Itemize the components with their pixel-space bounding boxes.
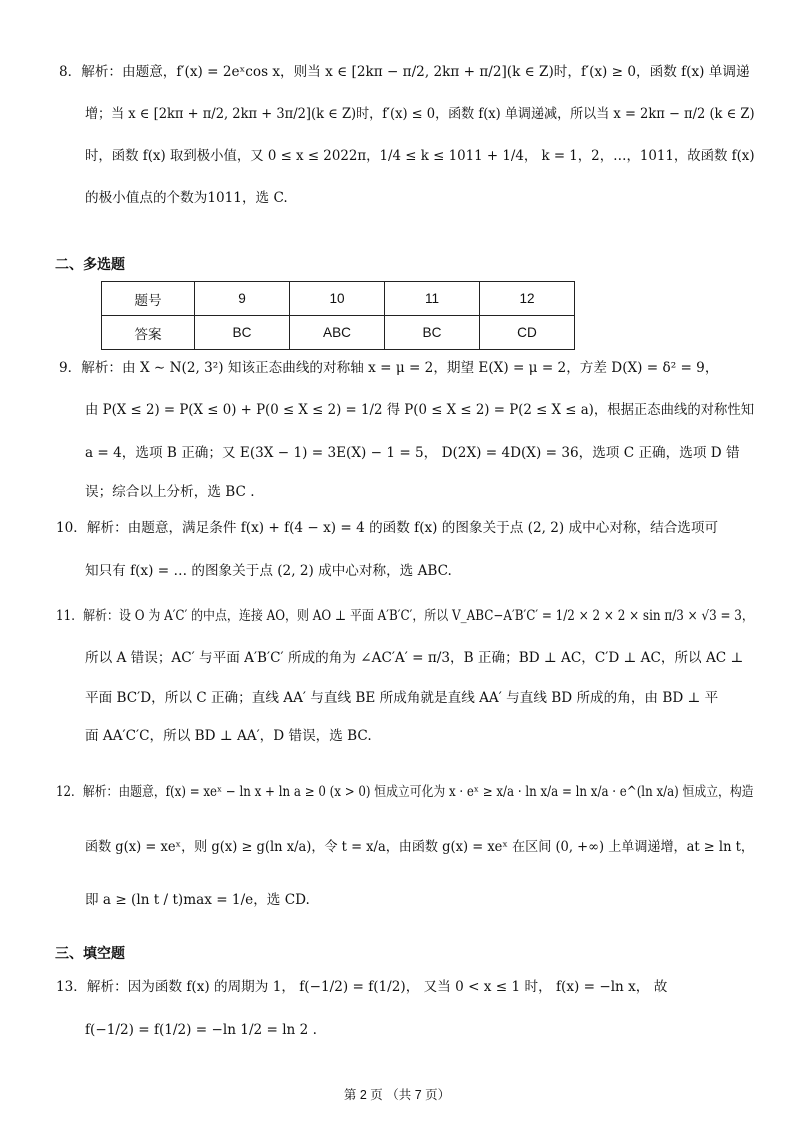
q11-line-2: 所以 A 错误；AC′ 与平面 A′B′C′ 所成的角为 ∠AC′A′ = π/3，B 正确；BD ⊥ AC，C′D ⊥ AC，所以 AC ⊥: [85, 650, 744, 666]
answer-table: [101, 281, 575, 350]
table-cell: 题号: [102, 282, 195, 316]
q12-line-3: 即 a ≥ (ln t / t)max = 1/e，选 CD.: [85, 892, 310, 908]
q8-line-1: 8．解析：由题意，f′(x) = 2eˣcos x，则当 x ∈ [2kπ − π/2, 2kπ + π/2](k ∈ Z)时，f′(x) ≥ 0，函数 f(x) 单调递: [59, 64, 750, 80]
table-cell: CD: [480, 316, 575, 350]
answer-table-answer-row: [102, 316, 575, 350]
section-heading-multi: 二、多选题: [55, 257, 125, 273]
table-cell: 答案: [102, 316, 195, 350]
q8-line-3: 时，函数 f(x) 取到极小值，又 0 ≤ x ≤ 2022π，1/4 ≤ k ≤ 1011 + 1/4， k = 1，2，…，1011，故函数 f(x): [85, 148, 755, 164]
q10-line-2: 知只有 f(x) = … 的图象关于点 (2, 2) 成中心对称，选 ABC.: [85, 563, 452, 579]
q11-line-4: 面 AA′C′C，所以 BD ⊥ AA′，D 错误，选 BC.: [85, 728, 372, 744]
q9-line-3: a = 4，选项 B 正确；又 E(3X − 1) = 3E(X) − 1 = 5， D(2X) = 4D(X) = 36，选项 C 正确，选项 D 错: [85, 445, 740, 461]
table-cell: 9: [195, 282, 290, 316]
table-cell: 10: [290, 282, 385, 316]
q10-line-1: 10．解析：由题意，满足条件 f(x) + f(4 − x) = 4 的函数 f(x) 的图象关于点 (2, 2) 成中心对称，结合选项可: [56, 520, 719, 536]
page-footer: 第 2 页 （共 7 页）: [343, 1088, 451, 1102]
answer-table-header-row: [102, 282, 575, 316]
q13-line-2: f(−1/2) = f(1/2) = −ln 1/2 = ln 2 .: [85, 1022, 317, 1038]
q9-line-2: 由 P(X ≤ 2) = P(X ≤ 0) + P(0 ≤ X ≤ 2) = 1/2 得 P(0 ≤ X ≤ 2) = P(2 ≤ X ≤ a)，根据正态曲线的对称性知: [85, 402, 755, 418]
q9-line-4: 误；综合以上分析，选 BC .: [85, 484, 255, 500]
table-cell: ABC: [290, 316, 385, 350]
q11-line-3: 平面 BC′D，所以 C 正确；直线 AA′ 与直线 BE 所成角就是直线 AA′ 与直线 BD 所成的角，由 BD ⊥ 平: [85, 690, 719, 706]
q8-line-2: 增；当 x ∈ [2kπ + π/2, 2kπ + 3π/2](k ∈ Z)时，f′(x) ≤ 0，函数 f(x) 单调递减，所以当 x = 2kπ − π/2 (k ∈ Z): [85, 106, 755, 122]
q8-line-4: 的极小值点的个数为1011，选 C.: [85, 190, 288, 206]
table-cell: BC: [385, 316, 480, 350]
q12-line-2: 函数 g(x) = xeˣ，则 g(x) ≥ g(ln x/a)，令 t = x/a，由函数 g(x) = xeˣ 在区间 (0, +∞) 上单调递增，at ≥ ln t，: [85, 839, 754, 855]
section-heading-fill: 三、填空题: [55, 946, 125, 962]
q9-line-1: 9．解析：由 X ∼ N(2, 3²) 知该正态曲线的对称轴 x = μ = 2，期望 E(X) = μ = 2，方差 D(X) = δ² = 9，: [59, 360, 719, 376]
q13-line-1: 13．解析：因为函数 f(x) 的周期为 1， f(−1/2) = f(1/2)， 又当 0 < x ≤ 1 时， f(x) = −ln x， 故: [56, 979, 668, 995]
q12-line-1: 12．解析：由题意，f(x) = xeˣ − ln x + ln a ≥ 0 (x > 0) 恒成立可化为 x · eˣ ≥ x/a · ln x/a = ln x/a · e^(ln x/a) 恒成立，构造: [56, 784, 754, 800]
table-cell: BC: [195, 316, 290, 350]
table-cell: 11: [385, 282, 480, 316]
table-cell: 12: [480, 282, 575, 316]
q11-line-1: 11．解析：设 O 为 A′C′ 的中点，连接 AO，则 AO ⊥ 平面 A′B′C′，所以 V_ABC−A′B′C′ = 1/2 × 2 × 2 × sin π/3 × √3 = 3，: [56, 608, 754, 624]
